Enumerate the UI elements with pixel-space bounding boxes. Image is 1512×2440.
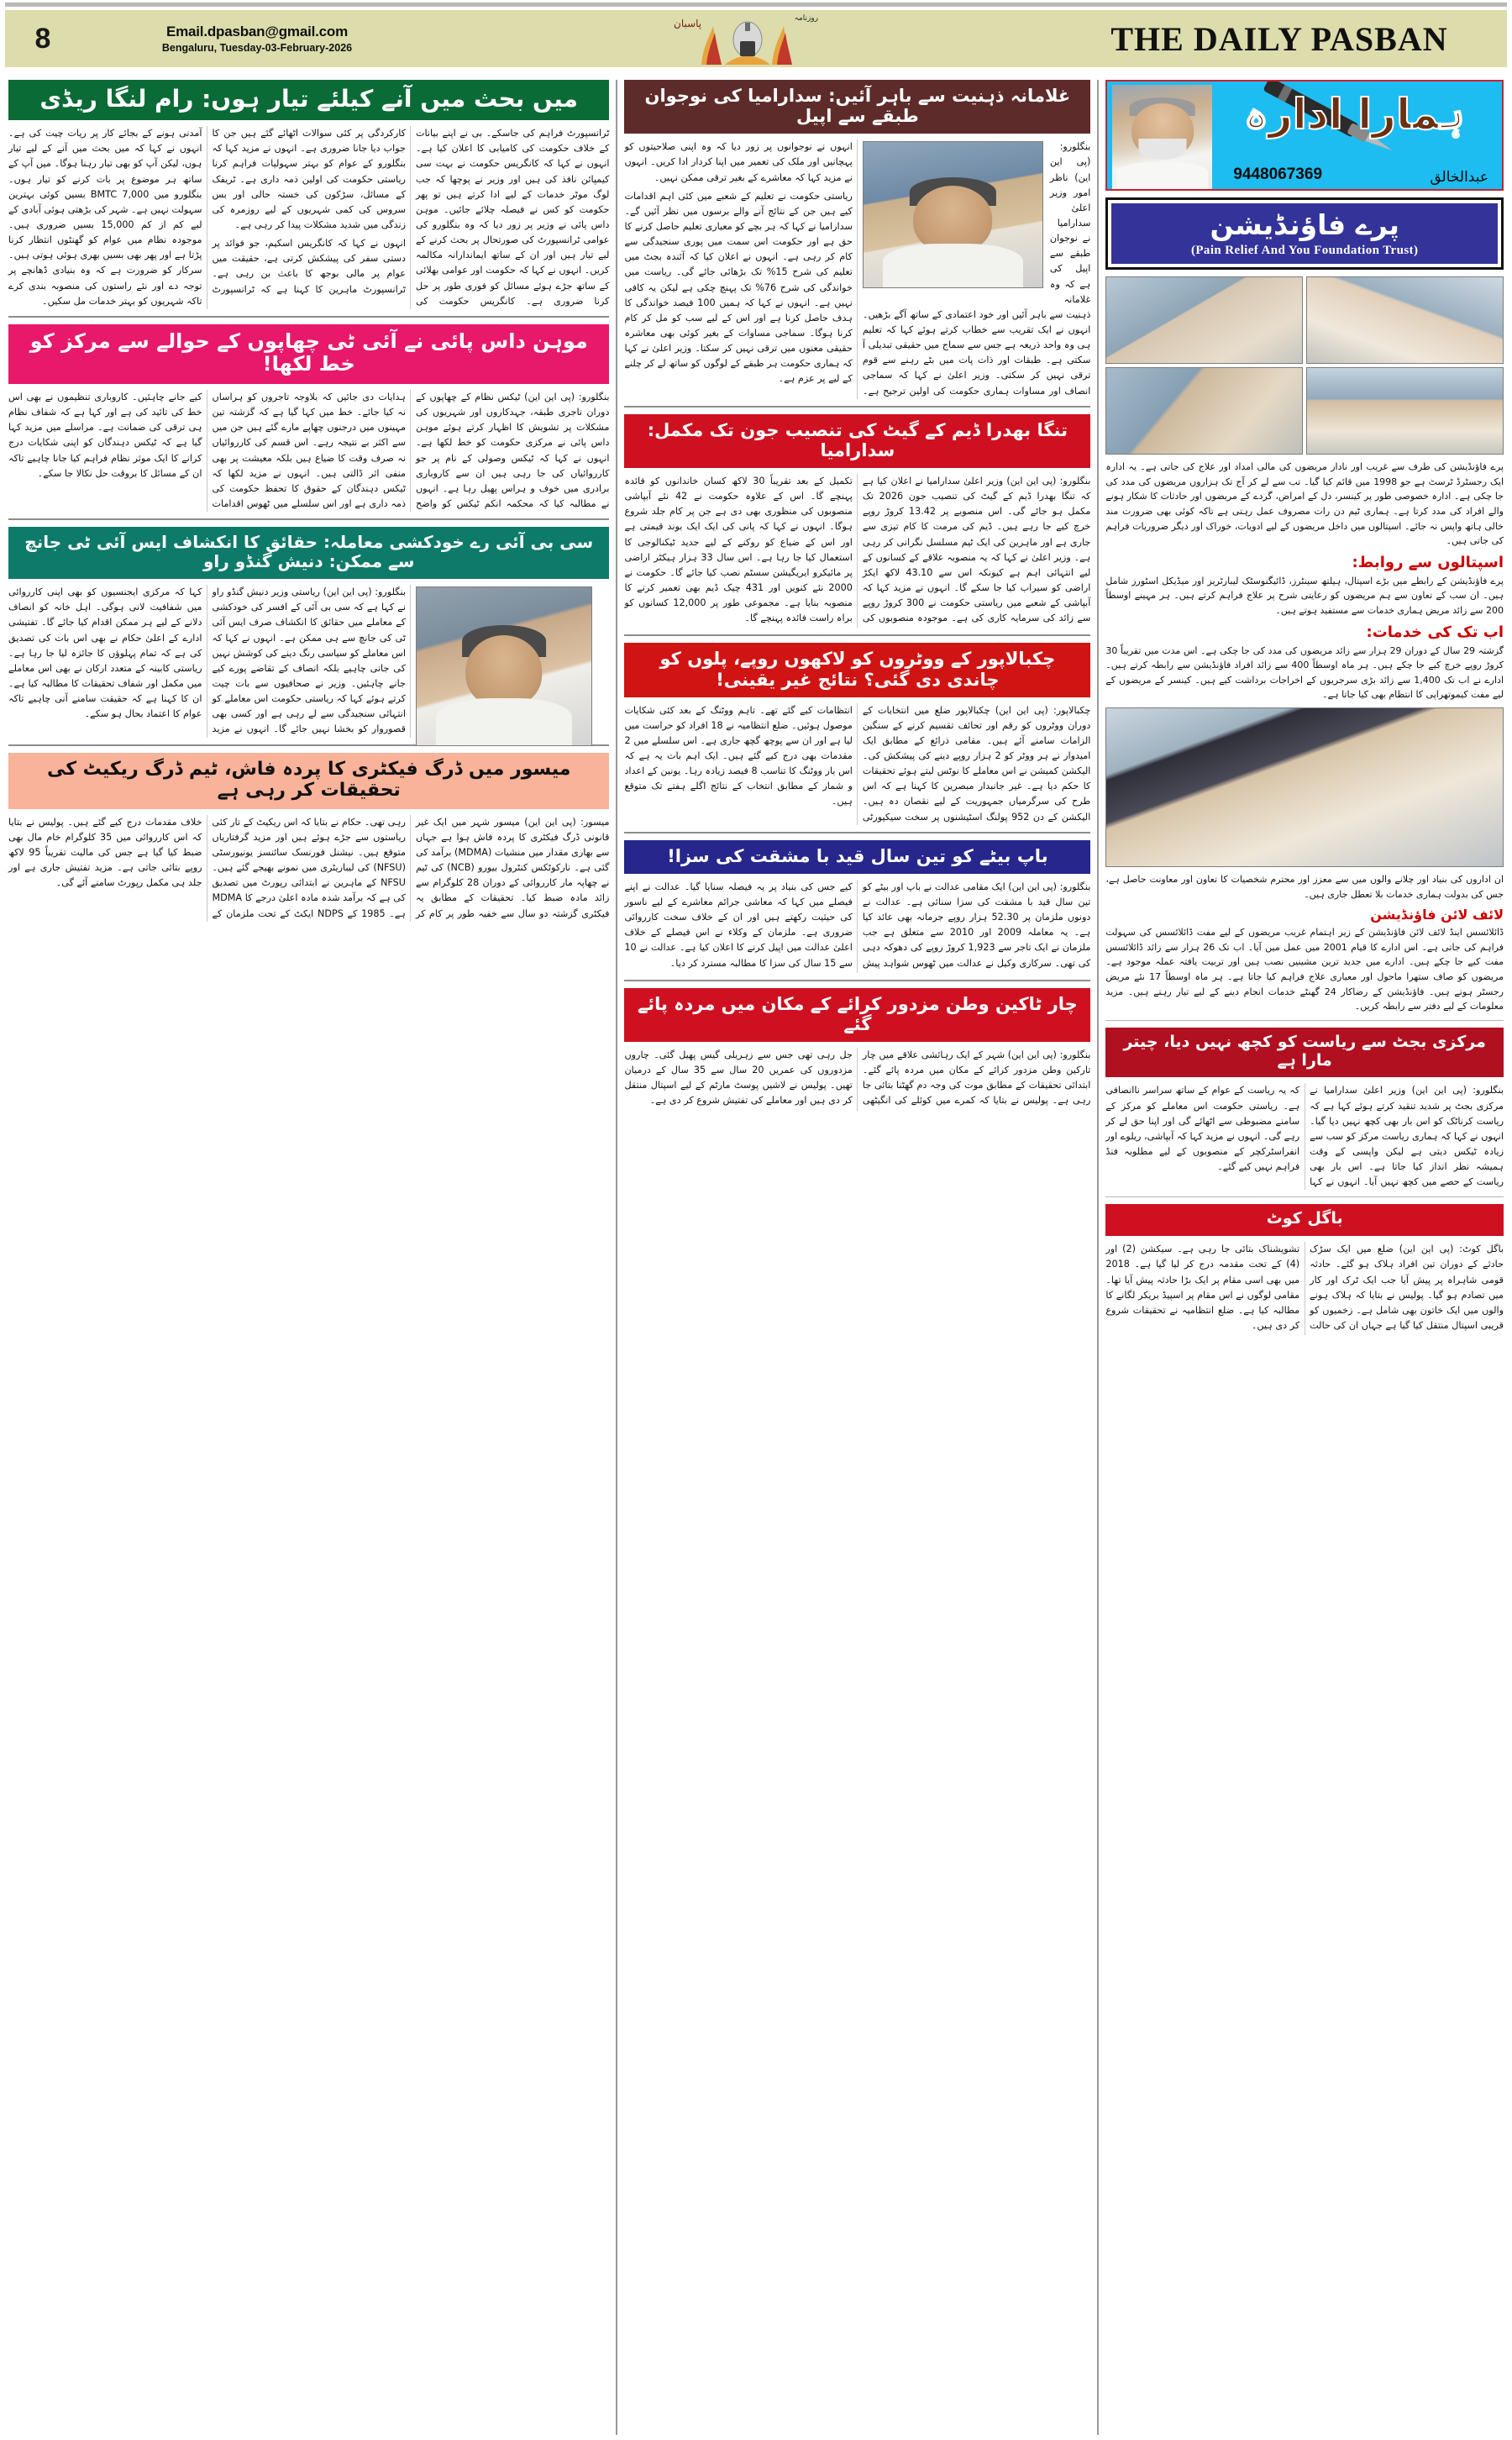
photo-face-shape: [465, 635, 543, 707]
masthead-top-rule: [5, 3, 1507, 7]
logo-pasban-label: پاسبان: [674, 18, 702, 29]
article-chikkaballapur-voters: [624, 703, 1090, 825]
ad-phone-number: 9448067369: [1233, 166, 1323, 183]
article-paragraph: میسور: (پی این این) میسور شہر میں ایک غیر قانونی ڈرگ فیکٹری کا پردہ فاش ہوا ہے جہاں سے بھاری مقدار میں منشیات (MDMA) برآمد کی گئی ہے۔ نارکوٹکس کنٹرول بیورو (NCB) کی ٹیم نے چھاپہ مار کارروائی کے دوران 28 کلوگرام سے زائد مادہ ضبط کیا۔ تحقیقات کے مطابق یہ فیکٹری گزشتہ دو سال سے خفیہ طور پر کام کر رہی تھی۔ حکام نے بتایا کہ اس ریکیٹ کے تار کئی ریاستوں سے جڑے ہوئے ہیں اور مزید گرفتاریاں متوقع ہیں۔ نیشنل فورنسک سائنسز یونیورسٹی (NFSU) کی لیباریٹری میں نمونے بھیجے گئے ہیں۔ NFSU کے ماہرین نے ابتدائی رپورٹ میں تصدیق کی ہے کہ برآمد شدہ مادہ اعلیٰ درجے کا MDMA ہے۔ 1985 کے NDPS ایکٹ کے تحت ملزمان کے خلاف مقدمات درج کیے گئے ہیں۔ پولیس نے بتایا کہ اس کارروائی میں 35 کلوگرام خام مال بھی ضبط کیا گیا ہے جس کی مالیت تقریباً 95 لاکھ روپے بتائی جاتی ہے۔ مزید تفتیش جاری ہے اور جلد ہی مکمل رپورٹ سامنے آئے گی۔: [8, 816, 610, 919]
masthead: [5, 10, 1507, 67]
headline-father-son-sentence: باپ بیٹے کو تین سال قید با مشقت کی سزا!: [624, 840, 1090, 874]
subheading-lifeline-foundation: لائف لائن فاؤنڈیشن: [1370, 907, 1504, 923]
page-number: 8: [34, 22, 51, 55]
article-paragraph: بنگلورو: (پی این این) ٹیکس نظام کے چھاپوں کے دوران تاجری طبقہ، جہدکاروں اور شہریوں کی مشکلات پر تشویش کا اظہار کرتے ہوئے موہن داس پائی نے مرکزی حکومت کو خط لکھا ہے۔ انہوں نے کہا کہ ٹیکس وصولی کے نام پر جو کارروائیاں کی جا رہی ہیں ان سے کاروباری برادری میں خوف و ہراس پھیل رہا ہے۔ انہوں نے مطالبہ کیا کہ محکمہ انکم ٹیکس کو واضح ہدایات دی جائیں کہ بلاوجہ تاجروں کو ہراساں نہ کیا جائے۔ خط میں کہا گیا ہے کہ گزشتہ تین مہینوں میں درجنوں چھاپے مارے گئے ہیں جن میں سے اکثر بے نتیجہ رہے۔ اس قسم کی کارروائیاں نہ صرف وقت کا ضیاع ہیں بلکہ معیشت پر بھی منفی اثر ڈالتی ہیں۔ انہوں نے مزید لکھا کہ ٹیکس دہندگان کے حقوق کا تحفظ حکومت کی ذمہ داری ہے اور اس سلسلے میں ٹھوس اقدامات کیے جانے چاہئیں۔ کاروباری تنظیموں نے بھی اس خط کی تائید کی ہے اور کہا ہے کہ شفاف نظام ہی ترقی کی ضمانت ہے۔ مراسلے میں مزید کہا گیا ہے کہ ٹیکس دہندگان کو اپنی شکایات درج کرانے کا ایک موثر نظام فراہم کیا جانا چاہیے تاکہ ان کے مسائل کا بروقت حل نکالا جا سکے۔: [8, 392, 610, 510]
section-divider: [624, 980, 1090, 981]
article-siddaramaiah-youth-appeal: [624, 139, 1090, 398]
foundation-photo-grid: [1105, 276, 1504, 455]
column-divider: [1097, 80, 1099, 2435]
headline-central-budget: مرکزی بجٹ سے ریاست کو کچھ نہیں دیا، چیتر مارا ہے: [1105, 1028, 1504, 1078]
pasban-logo-art: [672, 13, 823, 65]
headline-chikkaballapur-voters: چکبالاپور کے ووٹروں کو لاکھوں روپے، پلوں کو چاندی دی گئی؟ نتائج غیر یقینی!: [624, 643, 1090, 697]
article-paragraph: ریاستی حکومت نے تعلیم کے شعبے میں کئی اہم اقدامات کیے ہیں جن کے نتائج آنے والے برسوں میں نظر آئیں گے۔ سدارامیا نے کہا کہ ہر بچے کو معیاری تعلیم حاصل کرنے کا حق ہے اور حکومت اس سمت میں پوری سنجیدگی سے کام کر رہی ہے۔ انہوں نے اعلان کیا کہ آئندہ بجٹ میں تعلیم کی شرح 15% تک بڑھائی جائے گی۔ ریاست میں خواندگی کی شرح 76% تک پہنچ چکی ہے لیکن یہ کافی نہیں ہے۔ انہوں نے کہا کہ ہمیں 100 فیصد خواندگی کا ہدف حاصل کرنا ہے اور اس کے لیے سب کو مل کر کام کرنا ہوگا۔ سماجی مساوات کے بغیر کوئی بھی معاشرہ حقیقی معنوں میں ترقی نہیں کر سکتا۔ وزیر اعلیٰ نے کہا کہ ہماری حکومت ہر طبقے کے لوگوں کو ساتھ لے کر چلنے کے لیے پر عزم ہے۔: [624, 190, 853, 385]
right-column: [1105, 80, 1504, 2435]
photo-patient-3: [1105, 367, 1303, 455]
headline-bagalkot: باگل کوٹ: [1105, 1204, 1504, 1236]
text-lifeline-foundation: ڈائلائسس اینڈ لائف لائن فاؤنڈیشن کے زیر اہتمام غریب مریضوں کے لیے مفت ڈائلائسس کی سہولت فراہم کی جاتی ہے۔ اس ادارے کا قیام 2001 میں عمل میں آیا۔ اب تک 26 ہزار سے زائد ڈائلائسس مفت کیے جا چکے ہیں۔ ادارے میں جدید ترین مشینیں نصب ہیں اور تربیت یافتہ عملہ موجود ہے۔ مریضوں کو صاف ستھرا ماحول اور معیاری علاج فراہم کیا جاتا ہے۔ ہر ماہ اوسطاً 17 نئے مریض رجسٹر ہوتے ہیں۔ فاؤنڈیشن کے رضاکار 24 گھنٹے خدمات انجام دینے کے لیے تیار رہتے ہیں۔ مزید معلومات کے لیے دفتر سے رابطہ کریں۔: [1105, 927, 1504, 1012]
headline-migrant-workers-dead: چار ٹاکین وطن مزدور کرائے کے مکان میں مردہ پائے گئے: [624, 988, 1090, 1042]
photo-face-shape: [914, 186, 993, 253]
photo-patient-4: [1306, 367, 1504, 455]
section-divider: [1105, 1020, 1504, 1021]
foundation-header-box: [1105, 197, 1504, 270]
article-migrant-workers-dead: [624, 1048, 1090, 1111]
column-divider: [616, 80, 617, 2435]
article-paragraph: بنگلورو: (پی این این) وزیر اعلیٰ سدارامیا نے اعلان کیا ہے کہ تنگا بھدرا ڈیم کے گیٹ کی تنصیب جون 2026 تک مکمل ہو جائے گی۔ اس منصوبے پر 13.42 کروڑ روپے خرچ کیے جا رہے ہیں۔ ڈیم کی مرمت کا کام تیزی سے جاری ہے اور ماہرین کی ایک ٹیم مسلسل نگرانی کر رہی ہے۔ وزیر اعلیٰ نے کہا کہ یہ منصوبہ علاقے کے کسانوں کے لیے انتہائی اہم ہے کیونکہ اس سے 43.10 لاکھ ایکڑ اراضی کو سیراب کیا جا سکے گا۔ انہوں نے مزید کہا کہ آبپاشی کے شعبے میں ریاستی حکومت نے 300 کروڑ روپے سے زائد کی سرمایہ کاری کی ہے۔ موجودہ منصوبوں کی تکمیل کے بعد تقریباً 30 لاکھ کسان خاندانوں کو فائدہ پہنچے گا۔ اس کے علاوہ حکومت نے 42 نئے آبپاشی منصوبوں کی منظوری بھی دی ہے جن پر کام جلد شروع ہوگا۔ انہوں نے کہا کہ پانی کی ایک ایک بوند قیمتی ہے اور اس کے ضیاع کو روکنے کے لیے جدید ٹیکنالوجی کا استعمال کیا جا رہا ہے۔ اس سال 33 ہزار ہیکٹر اراضی پر مائیکرو ایریگیشن سسٹم نصب کیا جائے گا۔ حکومت نے 2000 نئے کنویں اور 431 چیک ڈیم بھی تعمیر کرنے کا منصوبہ بنایا ہے۔ مجموعی طور پر 12,000 کسانوں کو براہ راست فائدہ پہنچے گا۔: [624, 475, 1091, 624]
photo-dinesh-gundu-rao: [416, 586, 592, 746]
photo-abdul-khaliq: [1112, 85, 1213, 189]
photo-torso-shape: [883, 244, 1022, 287]
article-paragraph: بنگلورو: (پی این این) ایک مقامی عدالت نے باپ اور بیٹے کو تین سال قید با مشقت کی سزا سنائی ہے۔ عدالت نے دونوں ملزمان پر 52.30 ہزار روپے جرمانہ بھی عائد کیا ہے۔ یہ معاملہ 2009 اور 2010 سے متعلق ہے جب ملزمان نے ایک تاجر سے 1,923 کروڑ روپے کی دھوکہ دہی کی تھی۔ سرکاری وکیل نے عدالت میں ٹھوس شواہد پیش کیے جس کی بنیاد پر یہ فیصلہ سنایا گیا۔ عدالت نے اپنے فیصلے میں کہا کہ معاشی جرائم معاشرے کے لیے ناسور کی حیثیت رکھتے ہیں اور ان کے خلاف سخت کارروائی ضروری ہے۔ ملزمان کے وکلاء نے اس فیصلے کے خلاف اعلیٰ عدالت میں اپیل کرنے کا اعلان کیا ہے۔ عدالت نے 10 سے 15 سال کی سزا کا مطالبہ مسترد کر دیا۔: [624, 881, 1091, 969]
text-services-so-far: گزشتہ 29 سال کے دوران 29 ہزار سے زائد مریضوں کی مدد کی جا چکی ہے۔ اس مدت میں تقریباً 30 کروڑ روپے خرچ کیے جا چکے ہیں۔ ہر ماہ اوسطاً 400 سے زائد افراد فاؤنڈیشن سے رابطہ کرتے ہیں۔ ادارے نے اب تک 1,400 سے زائد بڑی سرجریوں کے اخراجات برداشت کیے ہیں۔ کینسر کے مریضوں کے لیے مفت کیموتھراپی کا انتظام بھی کیا جاتا ہے۔: [1105, 644, 1504, 701]
article-paragraph: بنگلورو: (پی این این) شہر کے ایک رہائشی علاقے میں چار تارکین وطن مزدور کرائے کے مکان میں مردہ پائے گئے۔ ابتدائی تحقیقات کے مطابق موت کی وجہ دم گھٹنا بتائی جا رہی ہے۔ پولیس نے بتایا کہ کمرے میں کوئلے کی انگیٹھی جل رہی تھی جس سے زہریلی گیس پھیل گئی۔ چاروں مزدوروں کی عمریں 20 سال سے 35 سال کے درمیان تھیں۔ پولیس نے لاشیں پوسٹ مارٹم کے لیے اسپتال منتقل کر دی ہیں اور معاملے کی تفتیش شروع کر دی ہے۔: [624, 1049, 1091, 1107]
section-divider: [8, 316, 609, 318]
section-divider: [624, 634, 1090, 636]
article-ramalinga-reddy: [8, 126, 609, 309]
photo-dialysis-clinic: [1105, 707, 1504, 867]
section-divider: [1105, 1196, 1504, 1197]
flame-icon: [685, 21, 811, 65]
article-father-son-sentence: [624, 880, 1090, 973]
photo-torso-shape: [436, 698, 572, 745]
article-paragraph: بنگلورو: (پی این این) ریاستی وزیر دنیش گنڈو راو نے کہا ہے کہ سی بی آئی کے افسر کی خودکشی کے معاملے میں حقائق کا انکشاف صرف ایس آئی ٹی کی جانچ سے ہی ممکن ہے۔ انہوں نے کہا کہ اس معاملے کو سیاسی رنگ دینے کی کوشش نہیں کی جانی چاہیے بلکہ انصاف کے تقاضے پورے کیے جانے چاہئیں۔ وزیر نے صحافیوں سے بات چیت کرتے ہوئے کہا کہ ریاستی حکومت اس معاملے کو انتہائی سنجیدگی سے لے رہی ہے اور کسی بھی قصوروار کو بخشا نہیں جائے گا۔ انہوں نے مزید کہا کہ مرکزی ایجنسیوں کو بھی اپنی کارروائی میں شفافیت لانی ہوگی۔ اہل خانہ کو انصاف دلانے کے لیے ہر ممکن اقدام کیا جائے گا۔ تفتیشی ادارے کے اعلیٰ حکام نے بھی اس بات کی تصدیق کی ہے کہ تمام پہلوؤں کا جائزہ لیا جا رہا ہے۔ ریاستی کابینہ کے متعدد ارکان نے بھی اس معاملے میں مکمل اور شفاف تحقیقات کا مطالبہ کیا ہے۔ ان کا کہنا ہے کہ حقیقت سامنے آنی چاہیے تاکہ عوام کا اعتماد بحال ہو سکے۔: [8, 586, 406, 735]
article-central-budget: [1105, 1083, 1504, 1190]
masthead-email: Email.dpasban@gmail.com: [165, 23, 349, 39]
section-divider: [624, 406, 1090, 408]
headline-mohandas-pai-letter: موہن داس پائی نے آئی ٹی چھاپوں کے حوالے سے مرکز کو خط لکھا!: [8, 324, 609, 384]
article-paragraph: انہوں نے کہا کہ کانگریس اسکیم، جو فوائد پر دستی سفر کی پیشکش کرتی ہے، حقیقت میں عوام پر مالی بوجھ کا باعث بن رہی ہے۔ ٹرانسپورٹ ماہرین کا کہنا ہے کہ ٹرانسپورٹ آمدنی ہونے کے بجائے کار پر ریات چیت کی ہے۔ انہوں نے کہا کہ میں بحث میں آنے کے لیے تیار ہوں، لیکن آپ کو بھی تیار رہنا ہوگا۔ میں آپ کے ساتھ ہر موضوع پر بات کرنے کو تیار ہوں۔ بنگلورو میں BMTC 7,000 بسیں کوئی بہترین سہولت نہیں ہے۔ شہر کی بڑھتی ہوئی آبادی کے لیے کم از کم 15,000 بسیں ضروری ہیں۔ موجودہ نظام میں عوام کو گھنٹوں انتظار کرنا پڑتا ہے اور پھر بھی بسیں بھری ہوئی ہوتی ہیں۔ سرکار کو ضرورت ہے کہ وہ بنیادی ڈھانچے پر توجہ دے اور نئے راستوں کی منصوبہ بندی کرے تاکہ شہریوں کو بہتر خدمات مل سکیں۔: [8, 128, 406, 307]
article-paragraph: باگل کوٹ: (پی این این) ضلع میں ایک سڑک حادثے کے دوران تین افراد ہلاک ہو گئے۔ حادثہ قومی شاہراہ پر پیش آیا جب ایک ٹرک اور کار میں تصادم ہو گیا۔ پولیس نے بتایا کہ ہلاک ہونے والوں میں ایک خاتون بھی شامل ہے۔ زخمیوں کو قریبی اسپتال منتقل کیا گیا ہے جہاں ان کی حالت تشویشناک بتائی جا رہی ہے۔ سیکشن (2) اور (4) کے تحت مقدمہ درج کر لیا گیا ہے۔ 2018 میں بھی اسی مقام پر ایک بڑا حادثہ پیش آیا تھا۔ مقامی لوگوں نے اس مقام پر اسپیڈ بریکر لگانے کا مطالبہ کیا ہے۔ ضلع انتظامیہ نے تحقیقات شروع کر دی ہیں۔: [1105, 1244, 1504, 1331]
subheading-services-so-far: اب تک کی خدمات:: [1366, 623, 1504, 641]
article-tungabhadra-dam: [624, 474, 1090, 628]
masthead-contact: [81, 23, 433, 55]
photo-patient-2: [1306, 276, 1504, 364]
foundation-header-inner: [1110, 202, 1499, 265]
ad-person-name: عبدالخالق: [1430, 169, 1488, 186]
headline-tungabhadra-dam: تنگا بھدرا ڈیم کے گیٹ کی تنصیب جون تک مکمل: سدارامیا: [624, 414, 1090, 468]
foundation-title-english: (Pain Relief And You Foundation Trust): [1190, 244, 1419, 258]
photo-patient-1: [1105, 276, 1303, 364]
photo-siddaramaiah: [863, 141, 1043, 288]
subheading-hospital-relations: اسپتالوں سے روابط:: [1352, 553, 1504, 571]
article-mysore-drug-factory: [8, 815, 609, 922]
article-paragraph: ٹرانسپورٹ فراہم کی جاسکے۔ بی نے اپنے بیانات کے خلاف حکومت کی کامیابی کا اعلان کیا ہے۔ انہوں نے کہا کہ کانگریس حکومت نے بہت سی کیمپائن نافذ کی ہیں اور وزیر نے پوچھا کہ جب لوگ موٹر خدمات کے لیے ادا کرتے ہیں تو پھر حکومت کو کس نے فیصلہ چلائے جائیں۔ موہن داس پائی نے وزیر پر زور دیا کہ وہ بنگلورو کی عوامی ٹرانسپورٹ کی صورتحال پر بحث کرنے کے لیے تیار ہیں اور ان کے ساتھ ایماندارانہ مکالمہ کریں۔ انہوں نے کہا کہ حکومت اور عوامی بھلائی کے ساتھ جڑے ہوئے مسائل کو فوری طور پر حل کرنا ضروری ہے۔ کانگریس حکومت کی کارکردگی پر کئی سوالات اٹھائے گئے ہیں جن کا جواب دیا جانا ضروری ہے۔ انہوں نے مزید کہا کہ بنگلورو کے عوام کو بہتر سہولیات فراہم کرنا ریاستی حکومت کی اولین ذمہ داری ہے۔ ٹریفک کے مسائل، سڑکوں کی خستہ حالی اور بس سروس کی کمی شہریوں کے لیے روزمرہ کی زندگی میں شدید مشکلات پیدا کر رہی ہے۔: [212, 128, 610, 307]
newspaper-page: [0, 3, 1512, 2440]
article-paragraph: بنگلورو: (پی این این) وزیر اعلیٰ سدارامیا نے مرکزی بجٹ پر شدید تنقید کرتے ہوئے کہا ہے کہ ریاست کرناٹک کو اس بار بھی کچھ نہیں دیا گیا۔ انہوں نے کہا کہ ہماری ریاست مرکز کو سب سے زیادہ ٹیکس دیتی ہے لیکن واپسی کے وقت ہمیشہ نظر انداز کیا جاتا ہے۔ اس بار بھی ریاست کے حصے میں کچھ نہیں آیا۔ انہوں نے کہا کہ یہ ریاست کے عوام کے ساتھ سراسر ناانصافی ہے۔ ریاستی حکومت اس معاملے کو مرکز کے سامنے مضبوطی سے اٹھائے گی اور اپنا حق لے کر رہے گی۔ انہوں نے مزید کہا کہ آبپاشی، ریلوے اور انفراسٹرکچر کے منصوبوں کے لیے مطلوبہ فنڈ فراہم نہیں کیے گئے۔: [1105, 1085, 1504, 1188]
photo-beard-shape: [1138, 139, 1186, 160]
photo-caption-foundation: ان اداروں کی بنیاد اور چلانے والوں میں سے معزز اور محترم شخصیات کا تعاون اور معاونت حاصل ہے، جس کی بدولت ہماری خدمات بلا تعطل جاری ہیں۔: [1105, 874, 1504, 900]
left-column: [8, 80, 609, 2435]
headline-mysore-drug-factory: میسور میں ڈرگ فیکٹری کا پردہ فاش، ٹیم ڈرگ ریکیٹ کی تحقیقات کر رہی ہے: [8, 753, 609, 809]
text-hospital-relations: پرے فاؤنڈیشن کے رابطے میں بڑے اسپتال، ہیلتھ سینٹرز، ڈائیگنوسٹک لیبارٹریز اور میڈیکل اسٹورز شامل ہیں۔ ان سب کے تعاون سے ہم مریضوں کو رعایتی شرح پر علاج فراہم کرتے ہیں۔ ہر مہینے اوسطاً 200 سے زائد مریض ہماری خدمات سے مستفید ہوتے ہیں۔: [1105, 575, 1504, 617]
section-divider: [8, 518, 609, 520]
ad-title-hamara-idara: ہمارا ادارہ: [1243, 90, 1465, 139]
headline-cbi-suicide-case: سی بی آئی رے خودکشی معاملہ: حقائق کا انکشاف ایس آئی ٹی جانچ سے ممکن: دنیش گنڈو راو: [8, 527, 609, 579]
headline-ramalinga-reddy: میں بحث میں آنے کیلئے تیار ہوں: رام لنگا ریڈی: [8, 80, 609, 120]
masthead-logo: [433, 10, 1062, 67]
foundation-intro-text: پرے فاؤنڈیشن کی طرف سے غریب اور نادار مریضوں کی مالی امداد اور علاج کی جاتی ہے۔ یہ ادارہ ایک رجسٹرڈ ٹرسٹ ہے جو 1998 میں قائم کیا گیا۔ تب سے لے کر آج تک ہزاروں مریضوں کی مدد کی جا چکی ہے۔ ادارہ خصوصی طور پر کینسر، دل کے امراض، گردے کے مریضوں اور حادثات کا شکار ہونے والے افراد کی مدد کرتا ہے۔ ہماری ٹیم دن رات مصروف عمل رہتی ہے تاکہ کوئی بھی ضرورت مند خالی ہاتھ واپس نہ جائے۔ اسپتالوں میں داخل مریضوں کے لیے ادویات، خوراک اور دیگر ضروریات فراہم کی جاتی ہیں۔: [1105, 461, 1504, 547]
article-paragraph: چکبالاپور: (پی این این) چکبالاپور ضلع میں انتخابات کے دوران ووٹروں کو رقم اور تحائف تقسیم کرنے کے سنگین الزامات سامنے آئے ہیں۔ مقامی ذرائع کے مطابق ایک امیدوار نے ہر ووٹر کو 2 ہزار روپے دینے کی پیشکش کی۔ الیکشن کمیشن نے اس معاملے کا نوٹس لیتے ہوئے تحقیقات کا حکم دیا ہے۔ غیر جانبدار مبصرین کا کہنا ہے کہ اس طرح کی سرگرمیاں جمہوریت کے لیے نقصان دہ ہیں۔ الیکشن کے دن 952 پولنگ اسٹیشنوں پر سخت سیکیورٹی انتظامات کیے گئے تھے۔ تاہم ووٹنگ کے بعد کئی شکایات موصول ہوئیں۔ ضلع انتظامیہ نے 18 افراد کو حراست میں لیا ہے اور ان سے پوچھ گچھ جاری ہے۔ اس سلسلے میں 2 مقدمات بھی درج کیے گئے ہیں۔ ایک اہم بات یہ ہے کہ اس بار ووٹنگ کا تناسب 8 فیصد زیادہ رہا۔ یونین کے اعداد و شمار کے مطابق انتخاب کے نتائج اگلے ہفتے تک متوقع ہیں۔: [624, 704, 1091, 823]
article-mohandas-pai-letter: [8, 390, 609, 512]
page-body: [0, 73, 1512, 2440]
masthead-date: Bengaluru, Tuesday-03-February-2026: [161, 41, 353, 54]
ad-hamara-idara[interactable]: [1105, 80, 1504, 191]
article-paragraph: بنگلورو: (پی این این) ناظر امور وزیر اعلیٰ سدارامیا نے نوجوان طبقے سے اپیل کی ہے کہ وہ غلامانہ ذہنیت سے باہر آئیں اور خود اعتمادی کے ساتھ آگے بڑھیں۔ انہوں نے ایک تقریب سے خطاب کرتے ہوئے کہا کہ تعلیم ہی وہ واحد ذریعہ ہے جس سے سماج میں حقیقی تبدیلی آ سکتی ہے۔ طبقات اور ذات پات میں بٹے رہنے سے قوم ترقی نہیں کر سکتی۔ وزیر اعلیٰ نے کہا کہ سماجی انصاف اور مساوات ہماری حکومت کی اولین ترجیح ہے۔ انہوں نے نوجوانوں پر زور دیا کہ وہ اپنی صلاحیتوں کو پہچانیں اور ملک کی تعمیر میں اپنا کردار ادا کریں۔ انہوں نے مزید کہا کہ معاشرے کے بغیر ترقی ممکن نہیں۔: [624, 141, 1091, 397]
section-divider: [624, 832, 1090, 833]
foundation-title-urdu: پرے فاؤنڈیشن: [1210, 208, 1399, 241]
headline-siddaramaiah-youth-appeal: غلامانہ ذہنیت سے باہر آئیں: سدارامیا کی نوجوان طبقے سے اپیل: [624, 80, 1090, 134]
article-cbi-suicide-case: [8, 585, 609, 738]
masthead-title: THE DAILY PASBAN: [1110, 19, 1448, 58]
logo-rozname-label: روزنامہ: [794, 14, 818, 23]
article-bagalkot: [1105, 1242, 1504, 1335]
photo-shirt-shape: [1116, 162, 1208, 189]
middle-column: [624, 80, 1090, 2435]
